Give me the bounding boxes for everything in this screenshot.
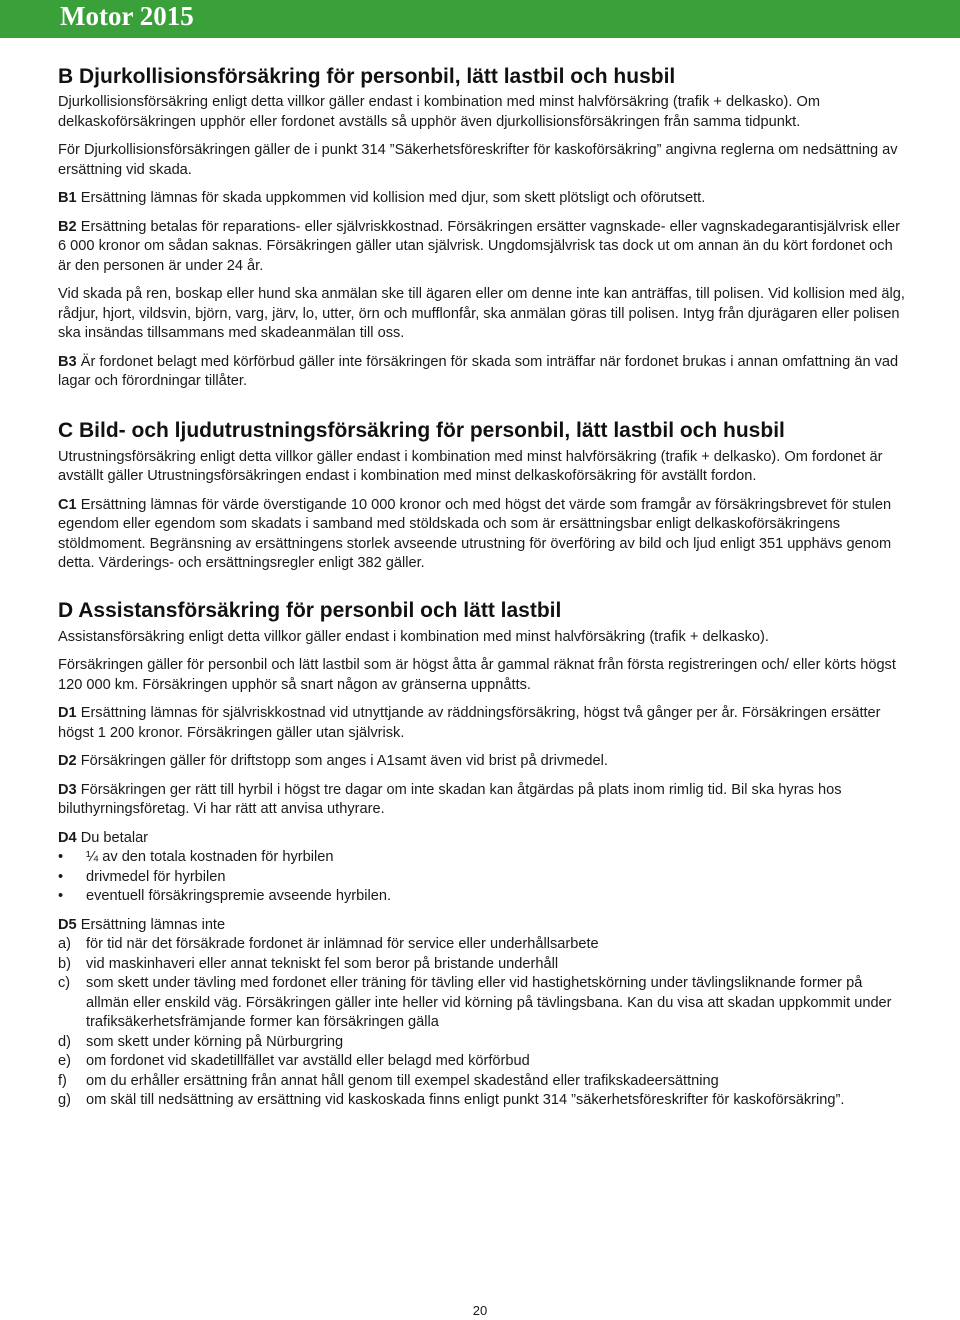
list-item bbox=[58, 955, 906, 975]
clause-d5 bbox=[58, 916, 906, 936]
clause-d4 bbox=[58, 829, 906, 849]
list-item-text: om skäl till nedsättning av ersättning vid kaskoskada finns enligt punkt 314 ”säkerhetsföreskrifter för kaskoförsäkring”. bbox=[86, 1092, 845, 1108]
page-content bbox=[58, 62, 906, 1111]
list-item-text: om fordonet vid skadetillfället var avställd eller belagd med körförbud bbox=[86, 1053, 530, 1069]
clause-d1-text: Ersättning lämnas för självriskkostnad vid utnyttjande av räddningsförsäkring, högst två gånger per år. Försäkringen ersätter högst 1 200 kronor. Försäkringen gäller utan självrisk. bbox=[58, 705, 881, 741]
list-item-label: b) bbox=[58, 955, 71, 972]
list-item bbox=[58, 1033, 906, 1053]
section-b-reduction: För Djurkollisionsförsäkringen gäller de i punkt 314 ”Säkerhetsföreskrifter för kaskoförsäkring” angivna reglerna om nedsättning av ersättning vid skada. bbox=[58, 142, 898, 178]
clause-b1-text: Ersättning lämnas för skada uppkommen vid kollision med djur, som skett plötsligt och oförutsett. bbox=[76, 190, 706, 206]
section-b-heading: B Djurkollisionsförsäkring för personbil, lätt lastbil och husbil bbox=[58, 65, 676, 88]
clause-d3-text: Försäkringen ger rätt till hyrbil i högst tre dagar om inte skadan kan åtgärdas på plats inom rimlig tid. Bil ska hyras hos biluthyrningsföretag. Vi har rätt att anvisa uthyrare. bbox=[58, 781, 842, 817]
clause-d3-code: D3 bbox=[58, 781, 77, 798]
list-item-text: ¼ av den totala kostnaden för hyrbilen bbox=[86, 849, 334, 865]
list-item-text: som skett under körning på Nürburgring bbox=[86, 1033, 344, 1050]
section-b-intro: Djurkollisionsförsäkring enligt detta villkor gäller endast i kombination med minst halvförsäkring (trafik + delkasko). Om delkaskoförsäkringen upphör eller fordonet avställs så upphör även djurkollisionsförsäkringen från samma tidpunkt. bbox=[58, 94, 821, 130]
clause-b1-code: B1 bbox=[58, 190, 77, 206]
list-item-label: d) bbox=[58, 1033, 71, 1050]
list-item-text: om du erhåller ersättning från annat håll genom till exempel skadestånd eller trafikskadeersättning bbox=[86, 1072, 719, 1089]
list-item bbox=[58, 974, 906, 1033]
list-item-label: a) bbox=[58, 936, 71, 952]
clause-d4-code: D4 bbox=[58, 829, 77, 846]
section-d-heading: D Assistansförsäkring för personbil och lätt lastbil bbox=[58, 598, 562, 622]
clause-b2 bbox=[58, 218, 906, 277]
list-item-label: e) bbox=[58, 1053, 71, 1069]
clause-b2-code: B2 bbox=[58, 218, 77, 235]
clause-b1 bbox=[58, 189, 906, 209]
clause-b2-text: Ersättning betalas för reparations- eller självriskkostnad. Försäkringen ersätter vagnskade- eller vagnskadegarantisjälvrisk eller 6 000 kronor om sådan saknas. Försäkringen gäller utan självrisk. Ungdomsjälvrisk tas dock ut om annan än du kört fordonet och är den personen är under 24 år. bbox=[58, 218, 900, 274]
clause-d3 bbox=[58, 781, 906, 820]
list-item-label: f) bbox=[58, 1072, 67, 1089]
clause-d5-code: D5 bbox=[58, 916, 77, 933]
section-d-intro: Assistansförsäkring enligt detta villkor gäller endast i kombination med minst halvförsäkring (trafik + delkasko). bbox=[58, 628, 769, 645]
list-item-label: g) bbox=[58, 1092, 71, 1108]
bullet-icon: • bbox=[58, 849, 64, 865]
clause-b3-text: Är fordonet belagt med körförbud gäller inte försäkringen för skada som inträffar när fordonet brukas i annan omfattning än vad lagar och förordningar tillåter. bbox=[58, 353, 899, 389]
section-d-validity: Försäkringen gäller för personbil och lätt lastbil som är högst åtta år gammal räknat från första registreringen och/ eller körts högst 120 000 km. Försäkringen upphör så snart någon av gränserna uppnåtts. bbox=[58, 657, 896, 693]
section-c-heading: C Bild- och ljudutrustningsförsäkring för personbil, lätt lastbil och husbil bbox=[58, 418, 785, 442]
document-title: Motor 2015 bbox=[60, 1, 194, 31]
clause-d5-text: Ersättning lämnas inte bbox=[76, 916, 226, 933]
list-item bbox=[58, 887, 906, 907]
list-item bbox=[58, 1091, 906, 1111]
list-item-text: som skett under tävling med fordonet eller träning för tävling eller vid hastighetskörning under tävlingsliknande former på allmän eller enskild väg. Försäkringen gäller inte heller vid körning på tävlingsbana. Kan du visa att skadan uppkommit under trafiksäkerhetsfrämjande former kan försäkringen gälla bbox=[86, 975, 892, 1030]
clause-d2-text: Försäkringen gäller för driftstopp som anges i A1samt även vid brist på drivmedel. bbox=[76, 753, 608, 769]
list-item-text: för tid när det försäkrade fordonet är inlämnad för service eller underhållsarbete bbox=[86, 936, 599, 952]
clause-d1-code: D1 bbox=[58, 705, 77, 721]
clause-b3-code: B3 bbox=[58, 353, 77, 370]
clause-b3 bbox=[58, 353, 906, 392]
list-item bbox=[58, 1052, 906, 1072]
clause-d2 bbox=[58, 752, 906, 772]
bullet-icon: • bbox=[58, 888, 64, 904]
list-item bbox=[58, 1072, 906, 1092]
clause-c1 bbox=[58, 496, 906, 574]
d4-bullet-list bbox=[58, 848, 906, 907]
clause-c1-text: Ersättning lämnas för värde överstigande 10 000 kronor och med högst det värde som framgår av försäkringsbrevet för stulen egendom eller egendom som skadats i samband med stöldskada och som är ersättningsbar enligt delkaskoförsäkringens stöldmoment. Begränsning av ersättningens storlek avseende utrustning för överföring av bild och ljud enligt 351 upphävs genom detta. Värderings- och ersättningsregler enligt 382 gäller. bbox=[58, 496, 892, 571]
list-item bbox=[58, 848, 906, 868]
section-c-intro: Utrustningsförsäkring enligt detta villkor gäller endast i kombination med minst halvförsäkring (trafik + delkasko). Om fordonet är avställt gäller Utrustningsförsäkringen endast i kombination med minst delkaskoförsäkring för avställt fordon. bbox=[58, 448, 883, 484]
list-item-label: c) bbox=[58, 975, 71, 991]
list-item bbox=[58, 868, 906, 888]
section-b-reporting: Vid skada på ren, boskap eller hund ska anmälan ske till ägaren eller om denne inte kan anträffas, till polisen. Vid kollision med älg, rådjur, hjort, vildsvin, björn, varg, järv, lo, utter, örn och mufflonfår, ska anmälan göras till polisen. Intyg från djurägaren eller polisen ska insändas tillsammans med skadeanmälan till oss. bbox=[58, 286, 905, 341]
bullet-icon: • bbox=[58, 868, 64, 885]
clause-d4-text: Du betalar bbox=[76, 829, 149, 846]
clause-d2-code: D2 bbox=[58, 753, 77, 769]
list-item-text: drivmedel för hyrbilen bbox=[86, 868, 226, 885]
clause-c1-code: C1 bbox=[58, 496, 77, 513]
header-bar bbox=[0, 0, 960, 38]
d5-exclusion-list bbox=[58, 935, 906, 1111]
list-item-text: eventuell försäkringspremie avseende hyrbilen. bbox=[86, 888, 392, 904]
list-item-text: vid maskinhaveri eller annat tekniskt fel som beror på bristande underhåll bbox=[86, 955, 559, 972]
page-number: 20 bbox=[472, 1303, 488, 1318]
list-item bbox=[58, 935, 906, 955]
clause-d1 bbox=[58, 704, 906, 743]
